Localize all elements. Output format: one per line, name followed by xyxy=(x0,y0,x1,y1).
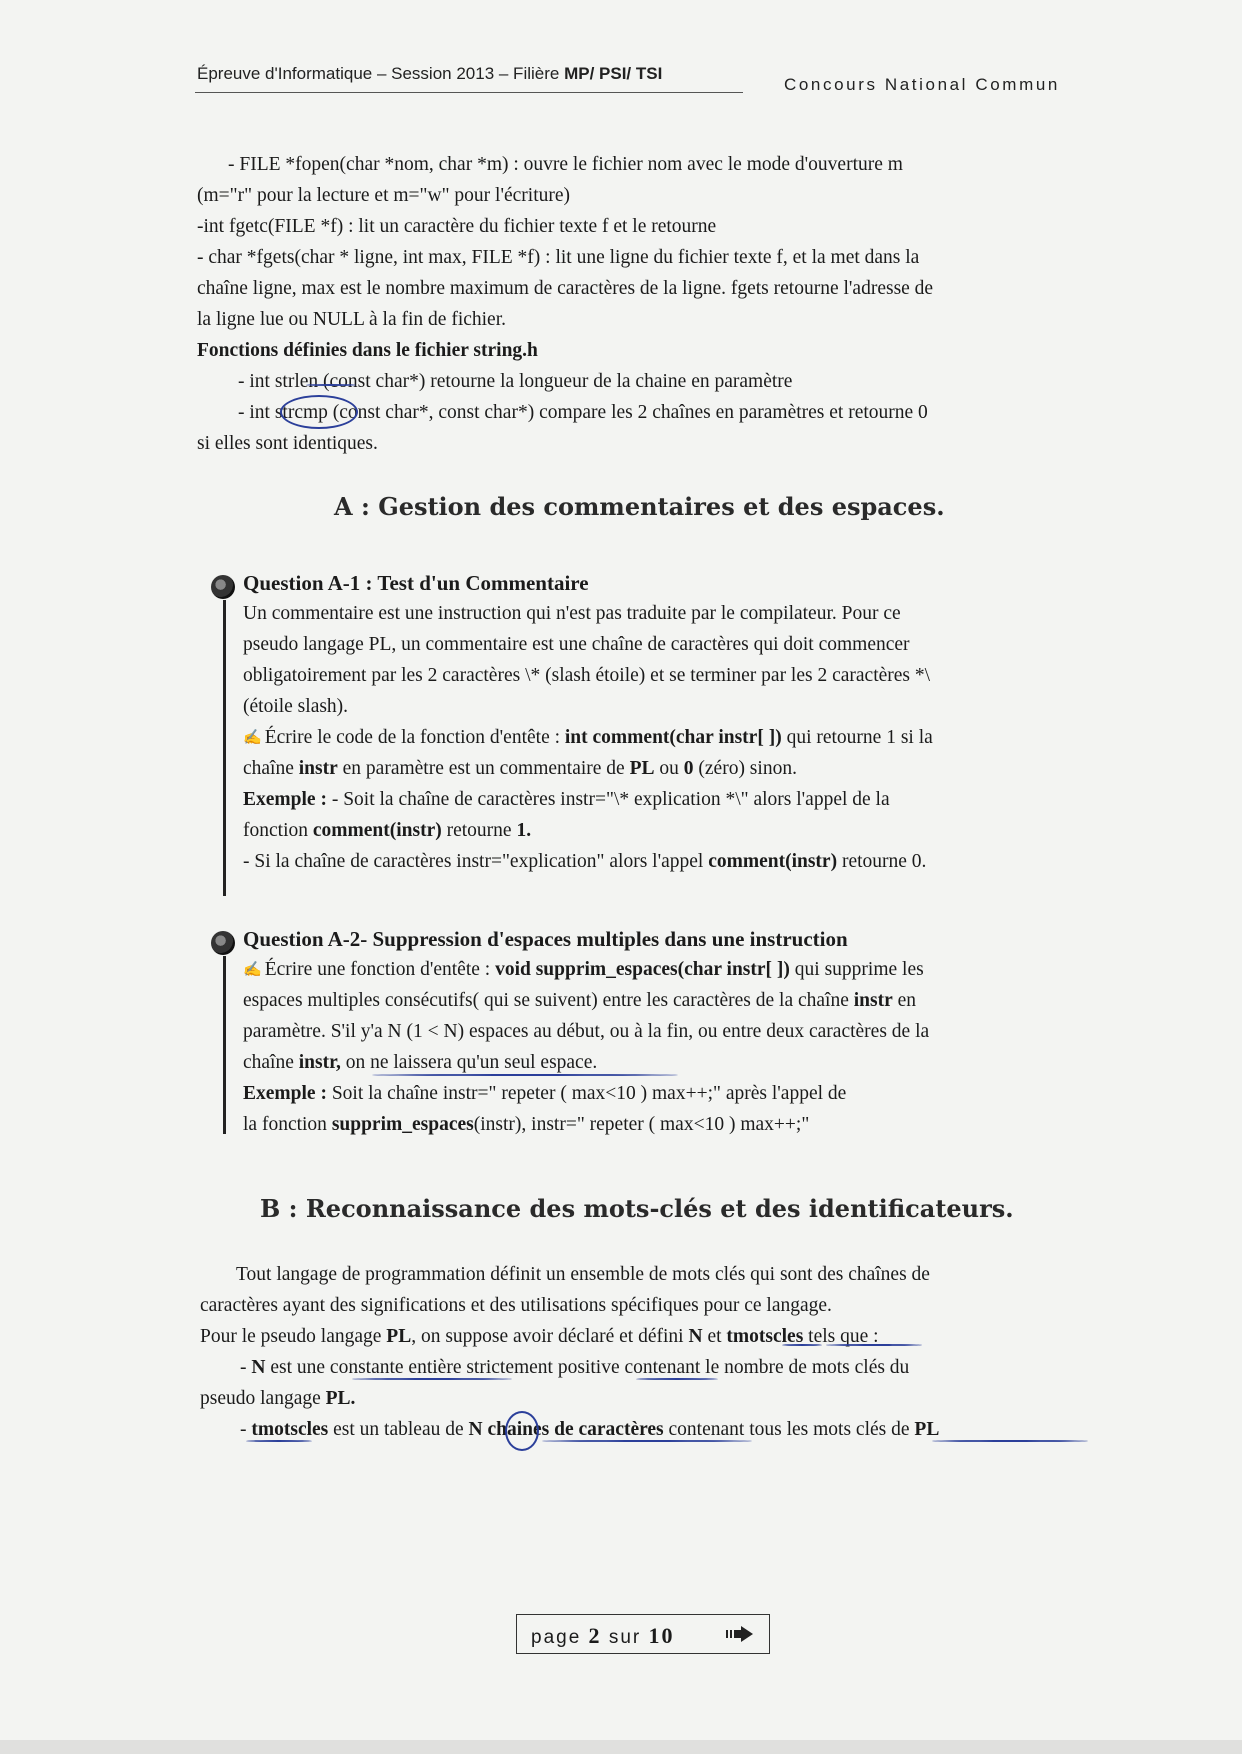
section-b-line: Tout langage de programmation définit un ensemble de mots clés qui sont des chaînes de xyxy=(236,1264,930,1285)
question-a2-title: Question A-2- Suppression d'espaces multiples dans une instruction xyxy=(243,927,848,951)
intro-line: - int strlen (const char*) retourne la longueur de la chaine en paramètre xyxy=(238,371,793,392)
header-right: Concours National Commun xyxy=(784,75,1060,94)
pen-underline-annotation xyxy=(372,1074,678,1076)
q-a1-line: ✍ Écrire le code de la fonction d'entête : int comment(char instr[ ]) qui retourne 1 si la xyxy=(243,722,933,754)
section-b-line: pseudo langage PL. xyxy=(200,1388,356,1409)
intro-line: chaîne ligne, max est le nombre maximum de caractères de la ligne. fgets retourne l'adresse de xyxy=(197,278,934,299)
arrow-right-icon xyxy=(725,1624,755,1644)
string-h-heading: Fonctions définies dans le fichier string.h xyxy=(197,340,538,361)
q-a1-line: pseudo langage PL, un commentaire est une chaîne de caractères qui doit commencer xyxy=(243,634,910,655)
page-indicator: page 2 sur 10 xyxy=(516,1614,770,1654)
section-b-line: - N est une constante entière strictement positive contenant le nombre de mots clés du xyxy=(240,1357,910,1378)
q-a2-line: ✍ Écrire une fonction d'entête : void supprim_espaces(char instr[ ]) qui supprime les xyxy=(243,954,924,986)
intro-line: (m="r" pour la lecture et m="w" pour l'écriture) xyxy=(197,185,571,206)
gear-bullet-icon xyxy=(211,575,235,599)
question-a2-bar xyxy=(223,956,226,1134)
scan-edge xyxy=(0,1740,1242,1754)
section-b-title: B : Reconnaissance des mots-clés et des identificateurs. xyxy=(260,1194,1014,1223)
section-a-title: A : Gestion des commentaires et des espaces. xyxy=(334,492,945,521)
q-a1-line: fonction comment(instr) retourne 1. xyxy=(243,820,532,841)
q-a1-line: Exemple : - Soit la chaîne de caractères instr="\* explication *\" alors l'appel de la xyxy=(243,789,890,810)
pen-circle-annotation xyxy=(280,395,358,429)
q-a2-line: paramètre. S'il y'a N (1 < N) espaces au début, ou à la fin, ou entre deux caractères de la xyxy=(243,1021,930,1042)
q-a2-line: la fonction supprim_espaces(instr), instr=" repeter ( max<10 ) max++;" xyxy=(243,1114,810,1135)
q-a1-line: - Si la chaîne de caractères instr="explication" alors l'appel comment(instr) retourne 0. xyxy=(243,851,927,872)
pen-underline-annotation xyxy=(782,1344,822,1346)
intro-line: -int fgetc(FILE *f) : lit un caractère du fichier texte f et le retourne xyxy=(197,216,717,237)
pen-underline-annotation xyxy=(542,1440,752,1442)
q-a1-line: Un commentaire est une instruction qui n'est pas traduite par le compilateur. Pour ce xyxy=(243,603,901,624)
gear-bullet-icon xyxy=(211,931,235,955)
pen-underline-annotation xyxy=(826,1344,922,1346)
writing-hand-icon: ✍ xyxy=(243,730,262,747)
header-left: Épreuve d'Informatique – Session 2013 – Filière MP/ PSI/ TSI xyxy=(197,64,663,83)
question-a1-title: Question A-1 : Test d'un Commentaire xyxy=(243,571,589,595)
writing-hand-icon: ✍ xyxy=(243,962,262,979)
pen-underline-annotation xyxy=(636,1378,718,1380)
header-rule xyxy=(195,92,743,93)
q-a1-line: chaîne instr en paramètre est un commentaire de PL ou 0 (zéro) sinon. xyxy=(243,758,797,779)
question-a1-bar xyxy=(223,600,226,896)
pen-underline-annotation xyxy=(932,1440,1088,1442)
section-b-line: Pour le pseudo langage PL, on suppose avoir déclaré et défini N et tmotscles tels que : xyxy=(200,1326,879,1347)
q-a1-line: obligatoirement par les 2 caractères \* (slash étoile) et se terminer par les 2 caractères *\ xyxy=(243,665,931,686)
intro-line: - int strcmp (const char*, const char*) compare les 2 chaînes en paramètres et retourne 0 xyxy=(238,402,928,423)
intro-line: la ligne lue ou NULL à la fin de fichier. xyxy=(197,309,507,330)
pen-underline-annotation xyxy=(306,384,356,386)
q-a2-line: espaces multiples consécutifs( qui se suivent) entre les caractères de la chaîne instr en xyxy=(243,990,917,1011)
q-a1-line: (étoile slash). xyxy=(243,696,349,717)
intro-line: - FILE *fopen(char *nom, char *m) : ouvre le fichier nom avec le mode d'ouverture m xyxy=(228,154,903,175)
intro-line: - char *fgets(char * ligne, int max, FILE *f) : lit une ligne du fichier texte f, et la met dans la xyxy=(197,247,920,268)
intro-line: si elles sont identiques. xyxy=(197,433,378,454)
q-a2-line: chaîne instr, on ne laissera qu'un seul espace. xyxy=(243,1052,598,1073)
pen-underline-annotation xyxy=(246,1440,312,1442)
section-b-line: - tmotscles est un tableau de N chaines de caractères contenant tous les mots clés de PL xyxy=(240,1419,940,1440)
q-a2-line: Exemple : Soit la chaîne instr=" repeter ( max<10 ) max++;" après l'appel de xyxy=(243,1083,847,1104)
pen-underline-annotation xyxy=(352,1378,512,1380)
section-b-line: caractères ayant des significations et des utilisations spécifiques pour ce langage. xyxy=(200,1295,832,1316)
pen-circle-annotation xyxy=(505,1411,539,1451)
